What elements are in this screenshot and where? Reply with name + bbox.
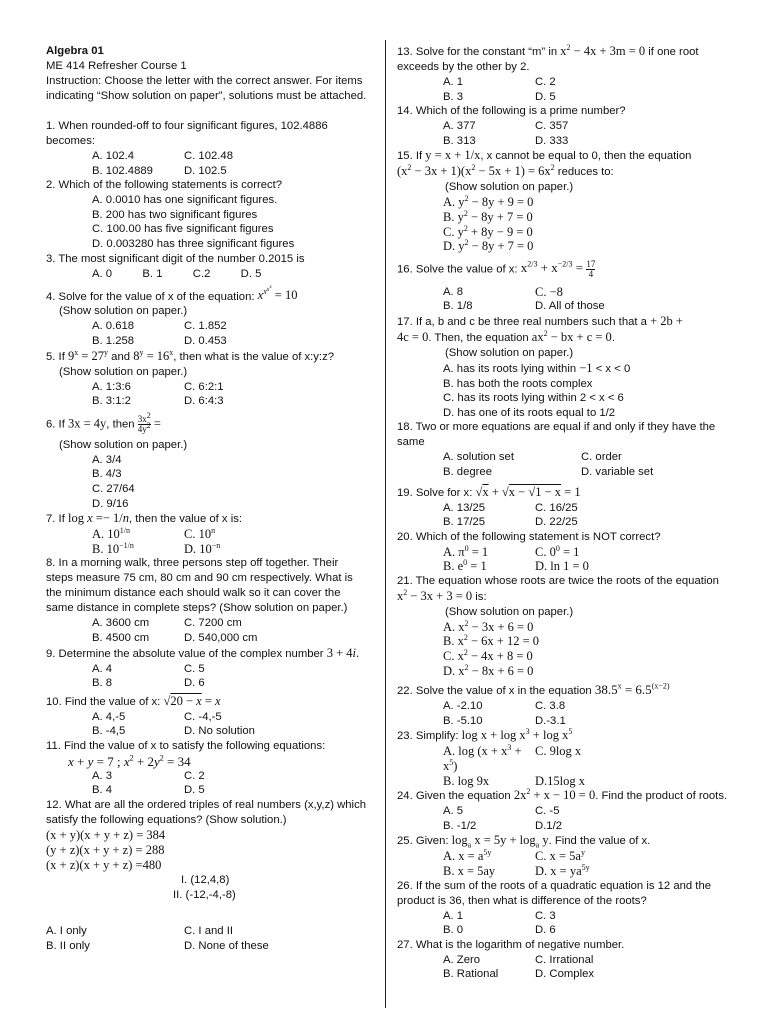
choice-b[interactable]: B. 1/8 [443, 300, 473, 313]
choice-c[interactable]: C. 16/25 [535, 501, 578, 514]
choice-c[interactable]: C. I and II [184, 925, 233, 938]
choices [397, 119, 731, 148]
question-text: 26. If the sum of the roots of a quadratic equation is 12 and the product is 36, then what is difference of the roots? [397, 879, 712, 907]
choice-a[interactable]: A. 0.0010 has one significant figures. [92, 194, 278, 207]
question-text: 7. If log x =− 1/n, then the value of x is: [46, 511, 243, 526]
question-20 [397, 530, 731, 574]
question-13 [397, 44, 731, 104]
choice-d[interactable]: D. variable set [581, 465, 654, 478]
choice-d[interactable]: D. No solution [184, 725, 255, 738]
question-text: 8. In a morning walk, three persons step off together. Their steps measure 75 cm, 80 cm and 90 cm respectively. What is the minimum distance each should walk so it can cover the same distance in complete steps? (Show solution on paper.) [46, 557, 353, 615]
question-text: 25. Given: $\log_a x = 5y + \log_a y$. Find the value of x. [397, 833, 651, 850]
equation: (x + z)(x + y + z) =480 [46, 858, 162, 873]
question-text: 18. Two or more equations are equal if and only if they have the same [397, 421, 716, 449]
question-text: 16. Solve the value of x: $x^{2/3} + x^{-2/3}$ = $\frac{17}{4}$ [397, 258, 596, 279]
question-text-cont: $(x^2 - 3x + 1)(x^2 - 5x + 1) = 6x^2$ reduces to: [397, 163, 614, 179]
choice-d[interactable]: D.1/2 [535, 819, 563, 832]
choice-b[interactable]: B. 3:1:2 [92, 395, 131, 408]
choice-b[interactable]: B. 4/3 [92, 468, 122, 481]
question-text: 12. What are all the ordered triples of real numbers (x,y,z) which satisfy the following equations? (Show solution.) [46, 799, 367, 827]
choice-b[interactable]: B. Rational [443, 968, 499, 981]
choices [46, 380, 368, 409]
choices [397, 699, 731, 728]
choice-c[interactable]: C. $y^2 + 8y - 9 = 0$ [443, 223, 533, 239]
choice-a[interactable]: A. 4 [92, 662, 113, 675]
choice-d[interactable]: D. ln 1 = 0 [535, 559, 589, 574]
column-divider [385, 40, 386, 1008]
choice-c[interactable]: C. 5 [184, 662, 205, 675]
question-7 [46, 511, 368, 556]
choice-c[interactable]: C. 357 [535, 120, 569, 133]
choices [397, 804, 731, 833]
choice-c[interactable]: C. $x^2 - 4x + 8 = 0$ [443, 647, 533, 664]
question-text: 23. Simplify: $\log x + \log x^3 + \log x^5$ [397, 727, 573, 743]
choice-c[interactable]: C. Irrational [535, 953, 594, 966]
choice-d[interactable]: D. $x = ya^{5y}$ [535, 862, 590, 878]
choices [46, 616, 368, 645]
choices [397, 849, 731, 878]
choice-d[interactable]: D. 5 [240, 267, 262, 280]
choice-c[interactable]: C. 3.8 [535, 700, 566, 713]
option-i: I. (12,4,8) [181, 874, 230, 887]
question-14 [397, 104, 731, 148]
choice-b[interactable]: B. $e^0 = 1$ [443, 558, 487, 574]
choice-a[interactable]: A. 377 [443, 120, 476, 133]
choice-b[interactable]: B. 4 [92, 784, 113, 797]
choice-b[interactable]: B. 17/25 [443, 516, 486, 529]
choice-a[interactable]: A. solution set [443, 451, 514, 464]
choices [397, 620, 731, 678]
choice-a[interactable]: A. $x = a^{5y}$ [443, 848, 492, 864]
show-solution-note: (Show solution on paper.) [445, 605, 574, 618]
choice-b[interactable]: B. 4500 cm [92, 631, 150, 644]
question-text: 9. Determine the absolute value of the complex number 3 + 4i. [46, 645, 360, 660]
choice-d[interactable]: D. 6:4:3 [184, 395, 224, 408]
question-text: 11. Find the value of x to satisfy the following equations: [46, 739, 326, 752]
question-text: 15. If y = x + 1/x, x cannot be equal to 0, then the equation [397, 148, 692, 163]
question-17 [397, 314, 731, 420]
question-12 [46, 798, 368, 953]
choice-c[interactable]: C. -5 [535, 805, 560, 818]
question-10 [46, 694, 368, 739]
question-text: 4. Solve for the value of x of the equation: $x^{x^{x^x}} = 10$ [46, 284, 298, 303]
doc-title: Algebra 01 [46, 45, 104, 57]
question-8 [46, 556, 368, 645]
question-27 [397, 938, 731, 982]
choices [397, 953, 731, 982]
question-24 [397, 788, 731, 833]
question-text: 14. Which of the following is a prime number? [397, 105, 626, 118]
choice-d[interactable]: D. 6 [535, 924, 556, 937]
choice-a[interactable]: A. 5 [443, 805, 464, 818]
question-4 [46, 284, 368, 349]
question-text: 27. What is the logarithm of negative number. [397, 938, 625, 951]
choice-a[interactable]: A. $\pi^0 = 1$ [443, 543, 489, 559]
choice-a[interactable]: A. $10^{1/n}$ [92, 525, 131, 542]
choice-b[interactable]: B. 313 [443, 134, 476, 147]
choice-b[interactable]: B. x = 5ay [443, 864, 496, 878]
choice-b[interactable]: B. -5.10 [443, 714, 483, 727]
choices [46, 710, 368, 739]
equation: x + y = 7 ; $x^2 + 2y^2 = 34$ [68, 753, 191, 769]
choice-a[interactable]: A. 0 [92, 267, 113, 280]
course-name: ME 414 Refresher Course 1 [46, 60, 187, 72]
show-solution-note: (Show solution on paper.) [59, 365, 188, 378]
choices [397, 450, 731, 479]
instruction-text: Instruction: Choose the letter with the correct answer. For items indicating “Show solution on paper”, solutions must be attached. [46, 75, 367, 102]
choice-d[interactable]: D. 102.5 [184, 164, 227, 177]
choice-b[interactable]: B. -1/2 [443, 819, 477, 832]
question-6 [46, 410, 368, 511]
question-text: 6. If 3x = 4y, then $\frac{3x^2}{4y^2}$ = [46, 410, 161, 434]
show-solution-note: (Show solution on paper.) [59, 305, 188, 318]
choice-d[interactable]: D. $x^2 - 8x + 6 = 0$ [443, 662, 534, 678]
choices [397, 501, 731, 530]
choices [397, 195, 731, 253]
choice-b[interactable]: B. has both the roots complex [443, 377, 593, 390]
choice-a[interactable]: A. -2.10 [443, 700, 483, 713]
question-9 [46, 646, 368, 691]
choice-a[interactable]: A. 8 [443, 285, 464, 298]
choices [46, 527, 368, 556]
choice-d[interactable]: D.15log x [535, 773, 585, 788]
choice-b[interactable]: B. 3 [443, 90, 464, 103]
choice-a[interactable]: A. has its roots lying within −1 < x < 0 [443, 360, 631, 375]
choice-b[interactable]: B. 1.258 [92, 334, 135, 347]
question-26 [397, 879, 731, 938]
question-text: 24. Given the equation $2x^2 + x - 10 = 0$. Find the product of roots. [397, 787, 728, 803]
choice-a[interactable]: A. 1:3:6 [92, 380, 131, 393]
choices [46, 769, 368, 798]
choice-d[interactable]: D. 5 [535, 90, 556, 103]
question-16 [397, 260, 731, 314]
choice-b[interactable]: B. $y^2 - 8y + 7 = 0$ [443, 208, 533, 224]
question-text: 3. The most significant digit of the number 0.2015 is [46, 252, 305, 265]
choice-a[interactable]: A. I only [46, 925, 87, 938]
choice-d[interactable]: D. $y^2 - 8y + 7 = 0$ [443, 238, 534, 254]
question-21 [397, 574, 731, 678]
choice-c[interactable]: C.2 [192, 267, 211, 280]
question-text: 22. Solve the value of x in the equation $38.5^x = 6.5^{(x-2)}$ [397, 681, 670, 698]
choice-d[interactable]: D. Complex [535, 968, 595, 981]
show-solution-note: (Show solution on paper.) [59, 438, 188, 451]
equation: (x + y)(x + y + z) = 384 [46, 828, 166, 843]
question-11 [46, 739, 368, 798]
choice-a[interactable]: A. Zero [443, 953, 481, 966]
choices [46, 662, 368, 691]
choice-d[interactable]: D. 0.453 [184, 334, 227, 347]
choice-a[interactable]: A. 102.4 [92, 150, 135, 162]
question-22 [397, 682, 731, 728]
choices [46, 193, 368, 251]
show-solution-note: (Show solution on paper.) [445, 181, 574, 194]
choice-c[interactable]: C. −8 [535, 284, 563, 299]
question-18 [397, 420, 731, 479]
choice-c[interactable]: C. 1.852 [184, 320, 227, 333]
left-column [46, 44, 368, 953]
choices [397, 285, 731, 314]
equation: (y + z)(x + y + z) = 288 [46, 843, 165, 858]
choice-a[interactable]: A. 0.618 [92, 320, 135, 333]
choice-d[interactable]: D. 540,000 cm [184, 631, 258, 644]
question-text: 10. Find the value of x: √20 − x = x [46, 693, 221, 708]
question-19 [397, 485, 731, 530]
choices [46, 267, 368, 282]
choice-b[interactable]: B. 102.4889 [92, 164, 153, 177]
choice-b[interactable]: B. degree [443, 465, 492, 478]
choice-a[interactable]: A. 4,-5 [92, 710, 126, 723]
choice-b[interactable]: B. $10^{-1/n}$ [92, 540, 134, 556]
choice-a[interactable]: A. 3600 cm [92, 617, 150, 630]
choice-b[interactable]: B. 8 [92, 677, 113, 690]
choice-b[interactable]: B. -4,5 [92, 725, 126, 738]
choice-a[interactable]: A. $\log (x + x^3 + x^5)$ [443, 743, 522, 774]
choice-c[interactable]: C. -4,-5 [184, 710, 222, 723]
choice-d[interactable]: D. None of these [184, 939, 269, 952]
choice-c[interactable]: C. 6:2:1 [184, 380, 224, 393]
choices [46, 149, 368, 178]
choices [397, 361, 731, 420]
choice-c[interactable]: C. 102.48 [184, 150, 233, 162]
question-3 [46, 252, 368, 282]
choice-b[interactable]: B. log 9x [443, 773, 490, 788]
question-text: 19. Solve for x: √x + √x − √1 − x = 1 [397, 484, 581, 499]
choice-a[interactable]: A. 13/25 [443, 501, 486, 514]
choices [397, 744, 731, 788]
choice-d[interactable]: D. 5 [184, 784, 205, 797]
choice-c[interactable]: C. $0^0 = 1$ [535, 543, 580, 559]
choice-c[interactable]: C. 2 [184, 769, 205, 782]
choices [397, 545, 731, 574]
question-text: 5. If $9^x = 27^y$ and $8^y = 16^x$, then what is the value of x:y:z? [46, 347, 335, 363]
choice-d[interactable]: D.-3.1 [535, 714, 566, 727]
choices [397, 75, 731, 104]
choice-d[interactable]: D. 22/25 [535, 516, 578, 529]
choice-c[interactable]: C. 2 [535, 76, 556, 88]
choice-c[interactable]: C. 100.00 has five significant figures [92, 223, 274, 236]
choice-d[interactable]: D. 333 [535, 134, 569, 147]
choice-a[interactable]: A. 3/4 [92, 453, 122, 466]
choice-b[interactable]: B. 1 [142, 267, 163, 280]
choice-b[interactable]: B. 0 [443, 924, 464, 937]
question-15 [397, 148, 731, 253]
choices [397, 909, 731, 938]
choices [46, 924, 368, 953]
question-23 [397, 728, 731, 788]
choice-c[interactable]: C. 7200 cm [184, 617, 242, 630]
question-25 [397, 833, 731, 878]
choice-c[interactable]: C. $x = 5a^y$ [535, 848, 585, 864]
choice-d[interactable]: D. 0.003280 has three significant figures [92, 237, 295, 250]
choice-c[interactable]: C. 10$^n$ [184, 525, 216, 542]
choice-a[interactable]: A. $y^2 - 8y + 9 = 0$ [443, 194, 534, 210]
choice-d[interactable]: D. 6 [184, 677, 205, 690]
choice-c[interactable]: C. 3 [535, 909, 556, 922]
question-1 [46, 119, 368, 178]
choice-d[interactable]: D. 9/16 [92, 497, 129, 510]
choice-b[interactable]: B. 200 has two significant figures [92, 208, 258, 221]
question-2 [46, 178, 368, 251]
choice-d[interactable]: D. All of those [535, 300, 605, 313]
choices [46, 453, 368, 511]
choice-c[interactable]: C. order [581, 451, 622, 464]
show-solution-note: (Show solution on paper.) [445, 346, 574, 359]
question-text: 17. If a, b and c be three real numbers such that a + 2b + 4c = 0. Then, the equation $ax^2$ − bx + c = 0. [397, 313, 683, 344]
choice-c[interactable]: C. 9log x [535, 744, 582, 759]
question-text: 13. Solve for the constant “m” in $x^2 - 4x + 3m = 0$ if one root exceeds by the other by 2. [397, 42, 699, 73]
choices [46, 319, 368, 348]
right-column [397, 44, 731, 982]
choice-a[interactable]: A. 1 [443, 76, 464, 88]
choice-b[interactable]: B. $x^2 - 6x + 12 = 0$ [443, 633, 539, 649]
choice-a[interactable]: A. 3 [92, 769, 113, 782]
question-5 [46, 349, 368, 409]
choice-b[interactable]: B. II only [46, 939, 90, 952]
choice-d[interactable]: D. $10^{-n}$ [184, 540, 221, 556]
question-text: 1. When rounded-off to four significant figures, 102.4886 becomes: [46, 120, 328, 147]
question-text: 21. The equation whose roots are twice the roots of the equation $x^2 - 3x + 3 = 0$ is: [397, 574, 719, 603]
choice-c[interactable]: C. has its roots lying within 2 < x < 6 [443, 392, 624, 405]
question-text: 20. Which of the following statement is NOT correct? [397, 530, 661, 543]
choice-a[interactable]: A. $x^2 - 3x + 6 = 0$ [443, 618, 534, 634]
choice-d[interactable]: D. has one of its roots equal to 1/2 [443, 406, 616, 419]
option-ii: II. (-12,-4,-8) [173, 888, 236, 901]
question-text: 2. Which of the following statements is correct? [46, 179, 283, 192]
choice-c[interactable]: C. 27/64 [92, 482, 135, 495]
choice-a[interactable]: A. 1 [443, 909, 464, 922]
